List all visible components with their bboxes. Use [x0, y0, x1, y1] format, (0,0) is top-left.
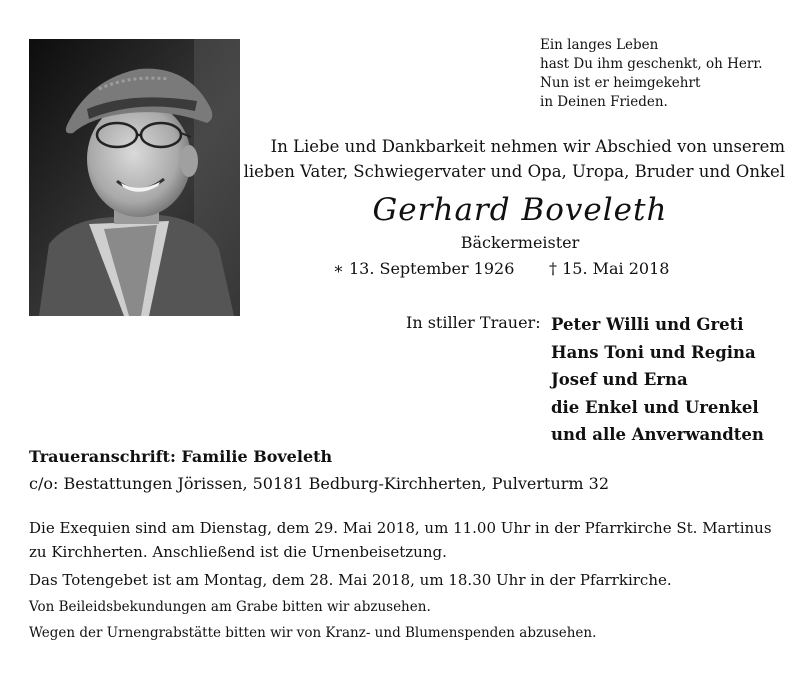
- intro-line: lieben Vater, Schwiegervater und Opa, Uropa, Bruder und Onkel: [243, 162, 785, 181]
- portrait-illustration: [29, 39, 240, 316]
- deceased-name: Gerhard Boveleth: [372, 192, 668, 228]
- service-notes: [29, 516, 772, 644]
- mourning-label: In stiller Trauer:: [406, 313, 541, 332]
- mourner-name: Peter Willi und Greti: [551, 315, 744, 334]
- mourners-list: [551, 311, 764, 449]
- deceased-profession: Bäckermeister: [460, 233, 580, 252]
- poem-line: in Deinen Frieden.: [540, 94, 668, 110]
- poem-line: Nun ist er heimgekehrt: [540, 75, 701, 91]
- death-date: † 15. Mai 2018: [549, 259, 670, 278]
- address-line: c/o: Bestattungen Jörissen, 50181 Bedburg-Kirchherten, Pulverturm 32: [29, 474, 610, 493]
- address-heading: Traueranschrift: Familie Boveleth: [29, 447, 333, 466]
- intro-line: In Liebe und Dankbarkeit nehmen wir Abschied von unserem: [270, 137, 785, 156]
- mourner-name: und alle Anverwandten: [551, 425, 764, 444]
- poem: [540, 36, 790, 112]
- intro-text: [240, 134, 785, 184]
- exequien-line: zu Kirchherten. Anschließend ist die Urnenbeisetzung.: [29, 543, 447, 561]
- poem-line: Ein langes Leben: [540, 37, 659, 53]
- totengebet-line: Das Totengebet ist am Montag, dem 28. Mai 2018, um 18.30 Uhr in der Pfarrkirche.: [29, 571, 672, 589]
- exequien-line: Die Exequien sind am Dienstag, dem 29. Mai 2018, um 11.00 Uhr in der Pfarrkirche St. Martinus: [29, 519, 772, 537]
- mourner-name: Hans Toni und Regina: [551, 342, 756, 362]
- mourner-name: Josef und Erna: [551, 370, 688, 389]
- mourner-name: die Enkel und Urenkel: [551, 397, 759, 417]
- beileid-line: Von Beileidsbekundungen am Grabe bitten wir abzusehen.: [29, 599, 431, 615]
- birth-date: ∗ 13. September 1926: [333, 259, 515, 278]
- portrait-photo: [29, 39, 240, 316]
- poem-line: hast Du ihm geschenkt, oh Herr.: [540, 56, 763, 72]
- spenden-line: Wegen der Urnengrabstätte bitten wir von Kranz- und Blumenspenden abzusehen.: [29, 625, 597, 641]
- mourning-address: [29, 443, 609, 497]
